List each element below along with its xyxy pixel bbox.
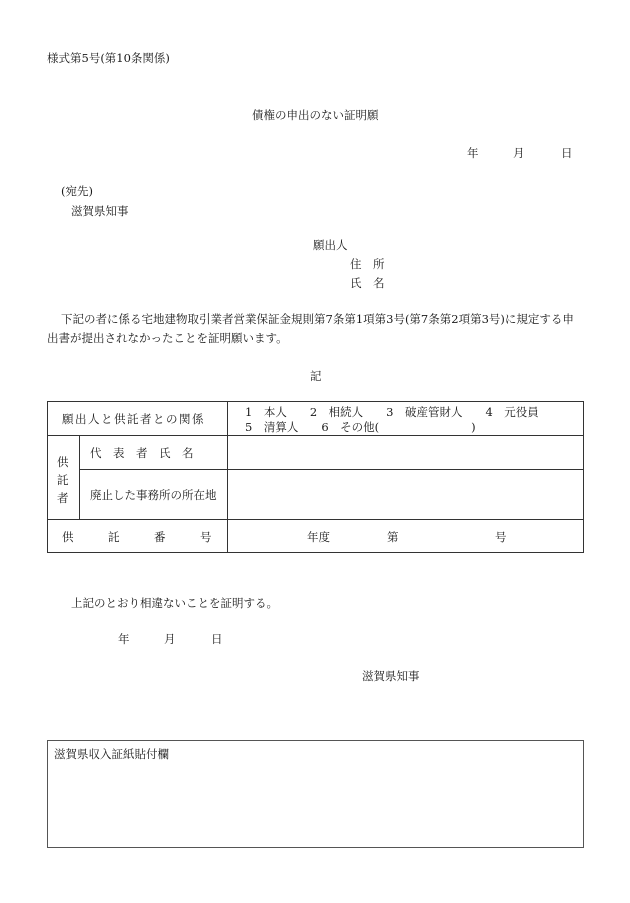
- revenue-stamp-label: 滋賀県収入証紙貼付欄: [54, 747, 169, 761]
- deposit-number-char-2: 託: [108, 530, 120, 544]
- form-table: [47, 401, 584, 553]
- table-divider: [48, 519, 583, 520]
- table-divider: [79, 435, 80, 519]
- table-divider: [227, 402, 228, 552]
- deposit-number-char-4: 号: [200, 530, 212, 544]
- table-divider: [48, 435, 583, 436]
- relation-options-line2: 5 清算人 6 その他( ): [245, 420, 476, 434]
- cert-date-year: 年: [118, 632, 130, 646]
- applicant-name-label: 氏 名: [350, 276, 385, 290]
- addressee-label: (宛先): [61, 184, 93, 198]
- addressee-name: 滋賀県知事: [71, 204, 129, 218]
- applicant-label: 願出人: [313, 238, 348, 252]
- body-text-line1: 下記の者に係る宅地建物取引業者営業保証金規則第7条第1項第3号(第7条第2項第3号)に規定する申: [61, 312, 574, 326]
- go-label: 号: [495, 530, 507, 544]
- relation-options-line1: 1 本人 2 相続人 3 破産管財人 4 元役員: [245, 405, 539, 419]
- rep-name-label: 代 表 者 氏 名: [90, 446, 194, 460]
- cert-date-month: 月: [164, 632, 176, 646]
- certification-text: 上記のとおり相違ないことを証明する。: [71, 596, 278, 610]
- relation-label: 願出人と供託者との関係: [62, 412, 205, 426]
- table-divider: [79, 469, 583, 470]
- date-month: 月: [513, 146, 525, 160]
- depositor-char-1: 供: [57, 455, 69, 469]
- fiscal-year-label: 年度: [307, 530, 330, 544]
- cert-date-day: 日: [211, 632, 223, 646]
- dai-label: 第: [387, 530, 399, 544]
- depositor-char-3: 者: [57, 491, 69, 505]
- office-location-label: 廃止した事務所の所在地: [90, 488, 217, 502]
- deposit-number-char-3: 番: [154, 530, 166, 544]
- form-number: 様式第5号(第10条関係): [47, 51, 170, 65]
- revenue-stamp-box: [47, 740, 584, 848]
- depositor-char-2: 託: [57, 473, 69, 487]
- date-year: 年: [467, 146, 479, 160]
- deposit-number-char-1: 供: [62, 530, 74, 544]
- date-day: 日: [561, 146, 573, 160]
- body-text-line2: 出書が提出されなかったことを証明願います。: [47, 331, 288, 345]
- ki-heading: 記: [310, 369, 322, 383]
- page-title: 債権の申出のない証明願: [252, 108, 379, 122]
- governor-signature-label: 滋賀県知事: [362, 669, 420, 683]
- applicant-address-label: 住 所: [350, 257, 385, 271]
